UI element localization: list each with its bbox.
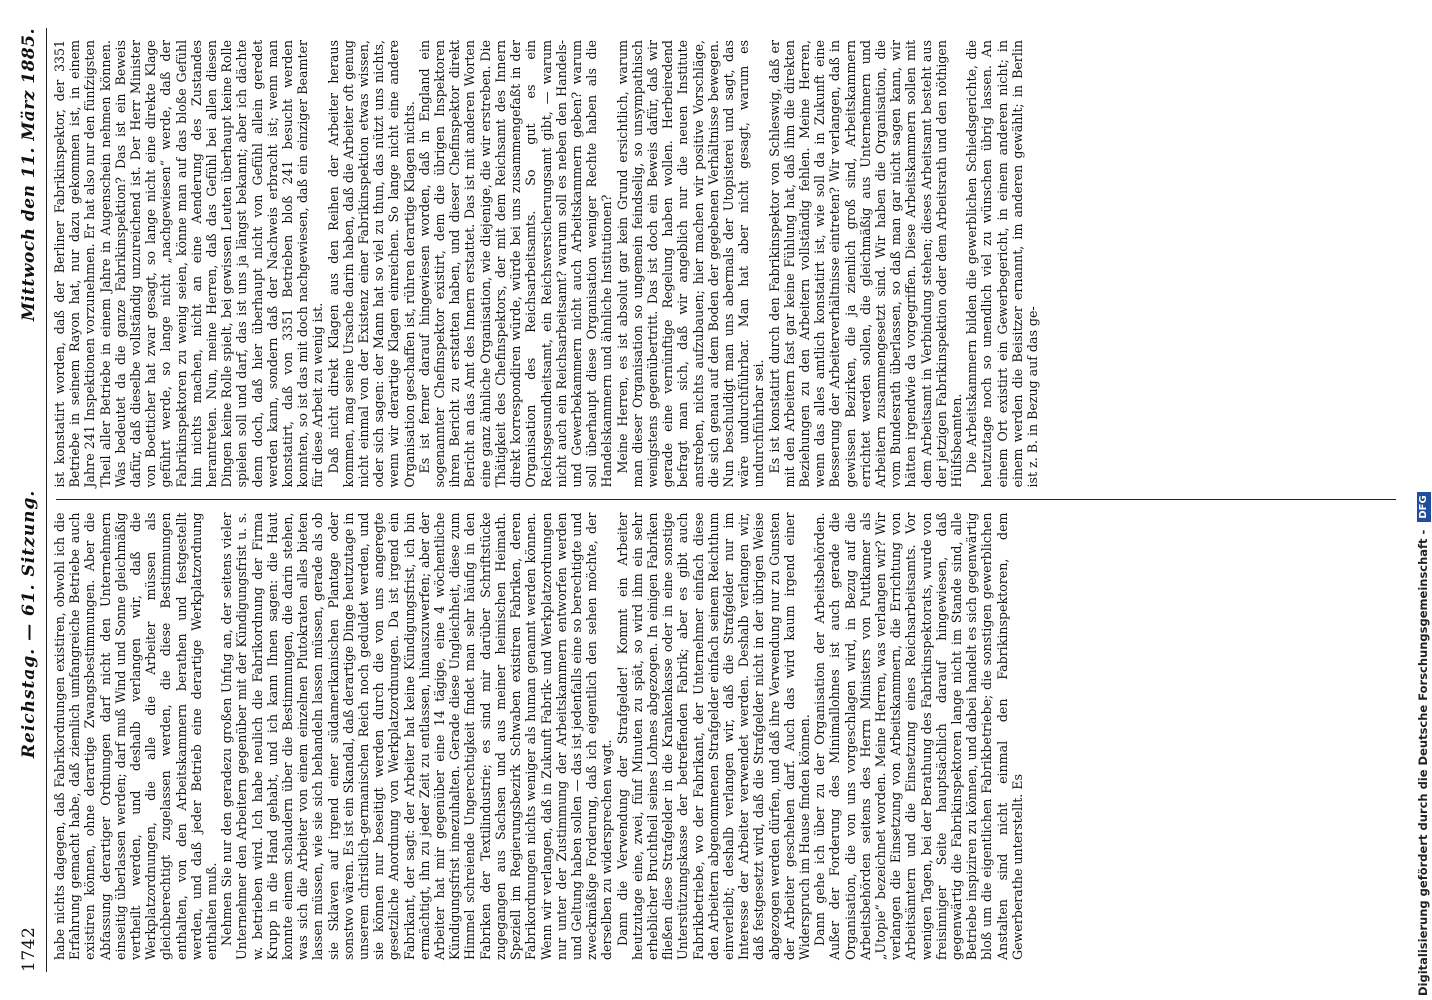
paragraph: Meine Herren, es ist absolut gar kein Grund ersichtlich, warum man dieser Organisation so ungemein feindselig, so unsympathisch wenigstens gegenübertritt. Das ist doch ein Beweis dafür, daß wir gerade eine vernünftige Regelung haben wollen. Herbeiredend befragt man sich, daß wir angeblich nur die neuen Institute anstreben, nichts aufzubauen; hier machen wir positive Vorschläge, die sich genau auf dem Boden der gegebenen Verhältnisse bewegen. Nun beschuldigt man uns abermals der Utopisterei und sagt, das wäre undurchführbar. Man hat aber nicht gesagt, warum es undurchführbar sei.	[614, 40, 767, 488]
paragraph: Daß nicht direkt Klagen aus den Reihen der Arbeiter heraus kommen, mag seine Ursache darin haben, daß die Arbeiter oft genug nicht einmal von der Existenz einer Fabrikinspektion etwas wissen, oder sich sagen: der Mann hat so viel zu thun, das nützt uns nichts, wenn wir derartige Klagen einreichen. So lange nicht eine andere Organisation geschaffen ist, rühren derartige Klagen nichts.	[325, 40, 417, 488]
page-number: 1742	[19, 926, 39, 972]
paragraph: Nehmen Sie nur den geradezu großen Unfug an, der seitens vieler Unternehmer den Arbeitern gegenüber mit der Kündigungsfrist u. s. w. betrieben wird. Ich habe neulich die Fabrikordnung der Firma Krupp in die Hand gehabt, und ich kann Ihnen sagen: die Haut konnte einem schaudern über die Bestimmungen, die darin stehen, was sich die Arbeiter von einem einzelnen Plutokraten alles bieten lassen müssen, wie sie sich behandeln lassen müssen, gerade als ob sie Sklaven auf irgend einer südamerikanischen Plantage oder sonstwo wären. Es ist ein Skandal, daß derartige Dinge heutzutage in unserem christlich-germanischen Reich noch geduldet werden, und sie können nur beseitigt werden durch die von uns angeregte gesetzliche Anordnung von Werkplatzordnungen. Da ist irgend ein Fabrikant, der sagt: der Arbeiter hat keine Kündigungsfrist, ich bin ermächtigt, ihn zu jeder Zeit zu entlassen, hinauszuwerfen; aber der Arbeiter hat mir gegenüber eine 14 tägige, eine 4 wöchentliche Kündigungsfrist innezuhalten. Gerade diese Ungleichheit, diese zum Himmel schreiende Ungerechtigkeit findet man sehr häufig in den Fabriken der Textilindustrie; es sind mir darüber Schriftstücke zugegangen aus Sachsen und aus meiner heimischen Heimath. Speziell im Regierungsbezirk Schwaben existiren Fabriken, deren Fabrikordnungen nichts weniger als human genannt werden können. Wenn wir verlangen, daß in Zukunft Fabrik- und Werkplatzordnungen nur unter der Zustimmung der Arbeitskammern entworfen werden und Geltung haben sollen — das ist jedenfalls eine so berechtigte und zweckmäßige Forderung, daß ich eigentlich den sehen möchte, der derselben zu widersprechen wagt.	[219, 512, 615, 960]
paragraph: Die Arbeitskammern bilden die gewerblichen Schiedsgerichte, die heutzutage noch so unendlich viel zu wünschen übrig lassen. An einem Ort existirt ein Gewerbegericht, in einem anderen nicht; in einem werden die Beisitzer ernannt, im anderen gewählt; in Berlin ist z. B. in Bezug auf das ge-	[964, 40, 1040, 488]
page-header	[14, 28, 44, 972]
header-rule	[46, 28, 47, 972]
dfg-attribution-text: Digitalisierung gefördert durch die Deutsche Forschungsgemeinschaft -	[1416, 529, 1430, 996]
right-column	[52, 28, 1396, 500]
text-columns	[52, 28, 1396, 972]
header-date: Mittwoch den 11. März 1885.	[19, 28, 39, 322]
paragraph: Es ist ferner darauf hingewiesen worden, daß in England ein sogenannter Chefinspektor existirt, dem die übrigen Inspektoren ihren Bericht zu erstatten haben, und dieser Chefinspektor direkt Bericht an das Amt des Innern erstattet. Das ist mit anderen Worten eine ganz ähnliche Organisation, wie diejenige, die wir erstreben. Die Thätigkeit des Chefinspektors, der mit dem Reichsamt des Innern direkt korrespondiren würde, würde bei uns zusammengefaßt in der Organisation des Reichsarbeitsamts. So gut es ein Reichsgesundheitsamt, ein Reichsversicherungsamt gibt, — warum nicht auch ein Reichsarbeitsamt? warum soll es neben den Handels- und Gewerbekammern nicht auch Arbeitskammern geben? warum soll überhaupt diese Organisation weniger Rechte haben als die Handelskammern und ähnliche Institutionen?	[416, 40, 615, 488]
dfg-attribution-strip	[1402, 0, 1432, 1000]
paragraph: Dann die Verwendung der Strafgelder! Kommt ein Arbeiter heutzutage eine, zwei, fünf Minuten zu spät, so wird ihm ein sehr erheblicher Bruchtheil seines Lohnes abgezogen. In einigen Fabriken fließen diese Strafgelder in die Krankenkasse oder in eine sonstige Unterstützungskasse der betreffenden Fabrik; aber es gibt auch Fabrikbetriebe, wo der Fabrikant, der Unternehmer einfach diese den Arbeitern abgenommenen Strafgelder einfach seinem Reichthum einverleibt; deshalb verlangen wir, daß die Strafgelder nur im Interesse der Arbeiter verwendet werden. Deshalb verlangen wir, daß festgesetzt wird, daß die Strafgelder nicht in der übrigen Weise abgezogen werden dürfen, und daß ihre Verwendung nur zu Gunsten der Arbeiter geschehen darf. Auch das wird kaum irgend einer Widerspruch im Hause finden können.	[614, 512, 812, 960]
paragraph: habe nichts dagegen, daß Fabrikordnungen existiren, obwohl ich die Erfahrung gemacht habe, daß ziemlich umfangreiche Betriebe auch existiren können, ohne derartige Zwangsbestimmungen. Aber die Abfassung derartiger Ordnungen darf nicht den Unternehmern einseitig überlassen werden; darf muß Wind und Sonne gleichmäßig vertheilt werden, und deshalb verlangen wir, daß die Werkplatzordnungen, die alle die Arbeiter müssen als gleichberechtigt zugelassen werden, die diese Bestimmungen enthalten, von den Arbeitskammern berathen und festgestellt werden, und daß jeder Betrieb eine derartige Werkplatzordnung enthalten muß.	[52, 512, 220, 960]
header-title: Reichstag. — 61. Sitzung.	[19, 489, 39, 759]
dfg-logo: DFG	[1417, 492, 1431, 521]
paragraph: ist konstatirt worden, daß der Berliner Fabrikinspektor, der 3351 Betriebe in seinem Rayon hat, nur dazu gekommen ist, in einem Jahre 241 Inspektionen vorzunehmen. Er hat also nur den fünfzigsten Theil aller Betriebe in einem Jahre in Augenschein nehmen können. Was bedeutet da die ganze Fabrikinspektion? Das ist ein Beweis dafür, daß dieselbe vollständig unzureichend ist. Der Herr Minister von Boetticher hat zwar gesagt, so lange nicht eine direkte Klage geführt werde, so lange nicht „nachgewiesen“ werde, daß der Fabrikinspektoren zu wenig seien, könne man auf das bloße Gefühl hin nichts machen, nicht an eine Aenderung des Zustandes herantreten. Nun, meine Herren, daß das Gefühl bei allen diesen Dingen keine Rolle spielt, bei gewissen Leuten überhaupt keine Rolle spielen soll und darf, das ist uns ja längst bekannt; aber ich dächte denn doch, daß hier überhaupt nicht von Gefühl allein geredet werden kann, sondern daß der Nachweis erbracht ist; wenn man konstatirt, daß von 3351 Betrieben bloß 241 besucht werden konnten, so ist das mit doch nachgewiesen, daß ein einziger Beamter für diese Arbeit zu wenig ist.	[52, 40, 326, 488]
paragraph: Dann gehe ich über zu der Organisation der Arbeitsbehörden. Außer der Forderung des Minimallohnes ist auch gerade die Organisation, die von uns vorgeschlagen wird, in Bezug auf die Arbeitsbehörden seitens des Herrn Ministers von Puttkamer als „Utopie“ bezeichnet worden. Meine Herren, was verlangen wir? Wir verlangen die Einsetzung von Arbeitskammern, die Errichtung von Arbeitsämtern und die Einsetzung eines Reichsarbeitsamts. Vor wenigen Tagen, bei der Berathung des Fabrikinspektorats, wurde von freisinniger Seite hauptsächlich darauf hingewiesen, daß gegenwärtig die Fabrikinspektoren lange nicht im Stande sind, alle Betriebe inspiziren zu können, und dabei handelt es sich gegenwärtig bloß um die eigentlichen Fabrikbetriebe; die sonstigen gewerblichen Anstalten sind nicht einmal den Fabrikinspektoren, dem Gewerberathe unterstellt. Es	[812, 512, 1025, 960]
column-divider	[56, 500, 1396, 501]
paragraph: Es ist konstatirt durch den Fabrikinspektor von Schleswig, daß er mit den Arbeitern fast gar keine Fühlung hat, daß ihm die direkten Beziehungen zu den Arbeitern vollständig fehlen. Meine Herren, wenn das alles amtlich konstatirt ist, wie soll da in Zukunft eine Besserung der Arbeiterverhältnisse eintreten? Wir verlangen, daß in gewissen Bezirken, die ja ziemlich groß sind, Arbeitskammern errichtet werden sollen, die gleichmäßig aus Unternehmern und Arbeitern zusammengesetzt sind. Wir haben die Organisation, die vom Bundesrath überlassen, so daß man gar nicht sagen kann, wir hätten irgendwie da vorgegriffen. Diese Arbeitskammern sollen mit dem Arbeitsamt in Verbindung stehen; dieses Arbeitsamt besteht aus der jetzigen Fabrikinspektion oder dem Arbeitsrath und den nöthigen Hülfsbeamten.	[766, 40, 964, 488]
left-column	[52, 501, 1396, 973]
